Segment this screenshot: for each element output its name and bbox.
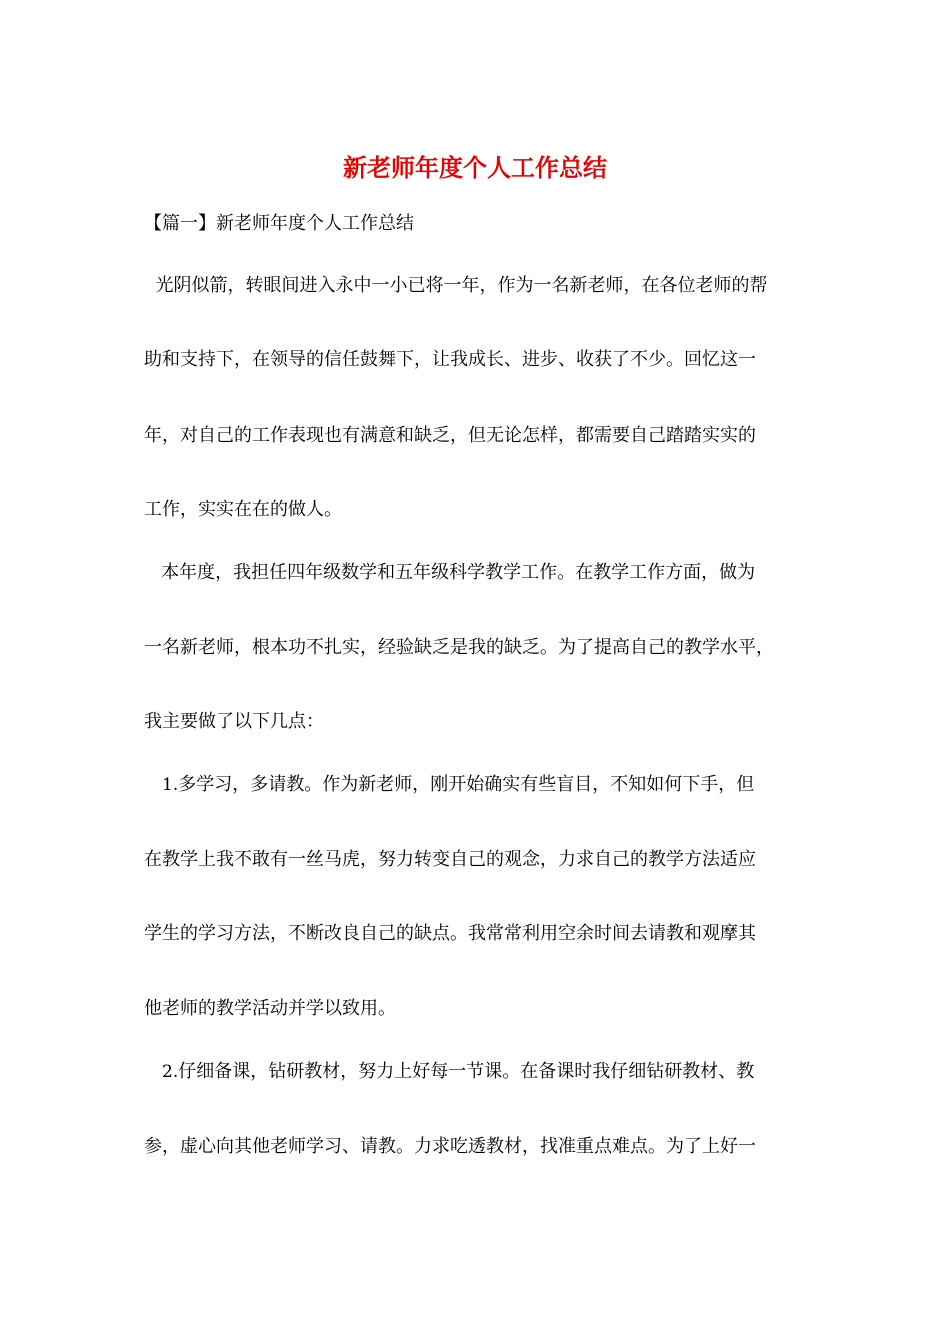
list-marker: 1. [162, 775, 179, 795]
paragraph-line: 我主要做了以下几点： [144, 711, 324, 732]
list-item-text: 仔细备课，钻研教材，努力上好每一节课。在备课时我仔细钻研教材、教 [178, 1061, 755, 1082]
paragraph-line: 助和支持下，在领导的信任鼓舞下，让我成长、进步、收获了不少。回忆这一 [144, 349, 756, 370]
list-item-text: 多学习，多请教。作为新老师，刚开始确实有些盲目，不知如何下手，但 [178, 774, 755, 795]
paragraph-line: 工作，实实在在的做人。 [144, 499, 342, 520]
list-item-line [162, 771, 754, 799]
paragraph-line: 年，对自己的工作表现也有满意和缺乏，但无论怎样，都需要自己踏踏实实的 [144, 425, 756, 446]
paragraph-line: 光阴似箭，转眼间进入永中一小已将一年，作为一名新老师，在各位老师的帮 [144, 275, 768, 296]
document-title: 新老师年度个人工作总结 [343, 153, 607, 182]
paragraph-line: 他老师的教学活动并学以致用。 [144, 998, 396, 1019]
paragraph-line: 参，虚心向其他老师学习、请教。力求吃透教材，找准重点难点。为了上好一 [144, 1136, 756, 1157]
paragraph-line: 学生的学习方法，不断改良自己的缺点。我常常利用空余时间去请教和观摩其 [144, 923, 756, 944]
section-heading: 【篇一】新老师年度个人工作总结 [144, 213, 414, 234]
paragraph-line: 在教学上我不敢有一丝马虎，努力转变自己的观念，力求自己的教学方法适应 [144, 849, 756, 870]
paragraph-line: 本年度，我担任四年级数学和五年级科学教学工作。在教学工作方面，做为 [144, 562, 756, 583]
list-marker: 2. [162, 1062, 179, 1082]
list-item-line [162, 1058, 754, 1086]
paragraph-line: 一名新老师，根本功不扎实，经验缺乏是我的缺乏。为了提高自己的教学水平， [144, 637, 774, 658]
